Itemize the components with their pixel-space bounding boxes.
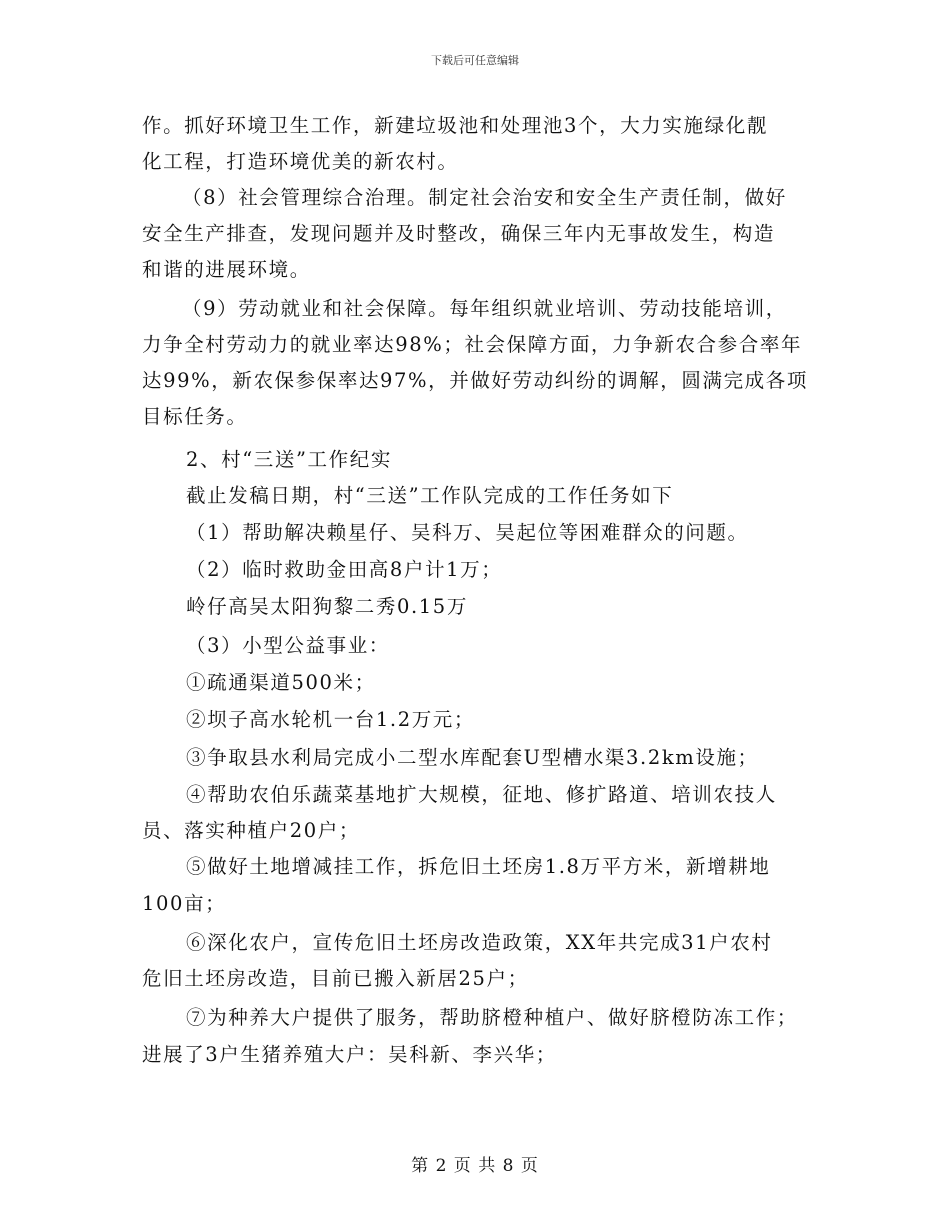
page-number: 第 2 页 共 8 页 — [411, 1156, 539, 1176]
list-item: ⑥深化农户，宣传危旧土坯房改造政策，XX年共完成31户农村 — [186, 931, 773, 954]
text-line: 作。抓好环境卫生工作，新建垃圾池和处理池3个，大力实施绿化靓 — [142, 114, 768, 137]
text-line: 进展了3户生猪养殖大户：吴科新、李兴华； — [142, 1043, 557, 1066]
text-line: 截止发稿日期，村“三送”工作队完成的工作任务如下 — [186, 484, 674, 507]
text-line: 员、落实种植户20户； — [142, 819, 360, 842]
text-line: （1）帮助解决赖星仔、吴科万、吴起位等困难群众的问题。 — [186, 521, 749, 544]
list-item: ④帮助农伯乐蔬菜基地扩大规模，征地、修扩路道、培训农技人 — [186, 783, 777, 806]
list-item: ⑤做好土地增减挂工作，拆危旧土坯房1.8万平方米，新增耕地 — [186, 855, 771, 878]
text-line: （3）小型公益事业： — [186, 634, 390, 657]
section-heading: 2、村“三送”工作纪实 — [186, 448, 392, 471]
text-line: （9）劳动就业和社会保障。每年组织就业培训、劳动技能培训， — [182, 297, 787, 320]
list-item: ①疏通渠道500米； — [186, 671, 376, 694]
text-line: 目标任务。 — [142, 405, 248, 428]
text-line: 力争全村劳动力的就业率达98%；社会保障方面，力争新农合参合率年 — [142, 333, 803, 356]
text-line: 和谐的进展环境。 — [142, 258, 311, 281]
text-line: 达99%，新农保参保率达97%，并做好劳动纠纷的调解，圆满完成各项 — [142, 369, 808, 392]
text-line: 化工程，打造环境优美的新农村。 — [142, 150, 459, 173]
text-line: 100亩； — [142, 892, 227, 915]
text-line: （2）临时救助金田高8户计1万； — [186, 558, 503, 581]
page-header-note: 下载后可任意编辑 — [431, 54, 519, 67]
list-item: ③争取县水利局完成小二型水库配套U型槽水渠3.2km设施； — [186, 746, 759, 769]
text-line: 岭仔高吴太阳狗黎二秀0.15万 — [186, 595, 468, 618]
list-item: ⑦为种养大户提供了服务，帮助脐橙种植户、做好脐橙防冻工作； — [186, 1006, 798, 1029]
text-line: 危旧土坯房改造，目前已搬入新居25户； — [142, 967, 529, 990]
text-line: （8）社会管理综合治理。制定社会治安和安全生产责任制，做好 — [182, 186, 787, 209]
text-line: 安全生产排查，发现问题并及时整改，确保三年内无事故发生，构造 — [142, 222, 776, 245]
list-item: ②坝子高水轮机一台1.2万元； — [186, 708, 476, 731]
